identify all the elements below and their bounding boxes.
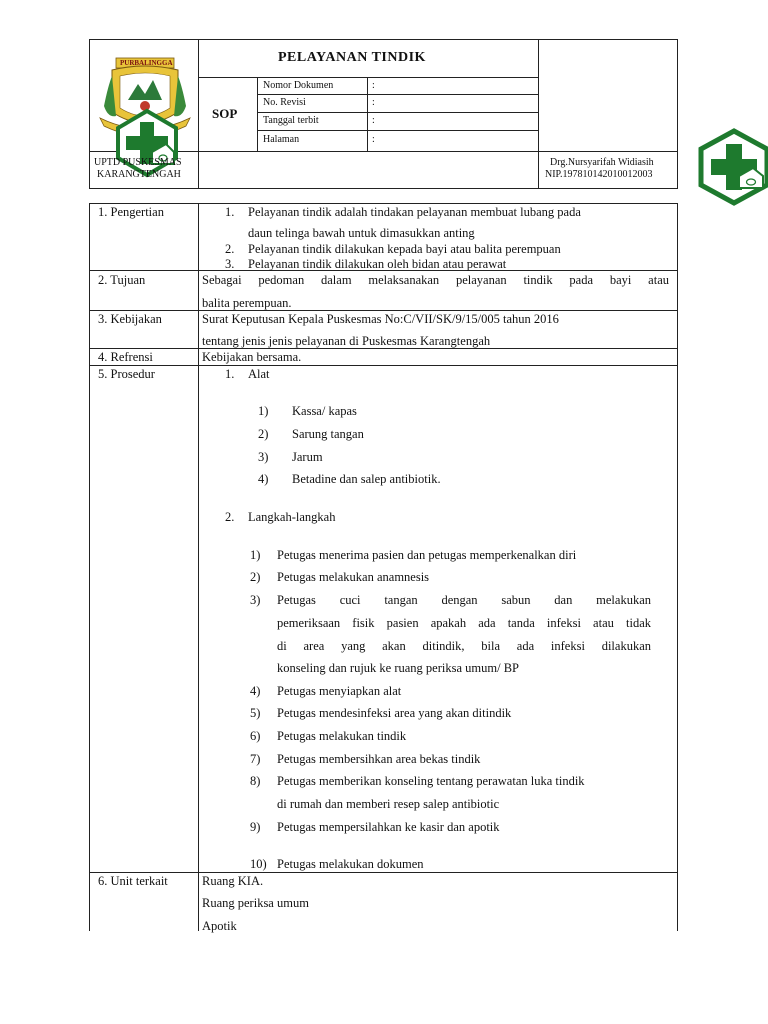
alat-item-text: Jarum [292,450,323,464]
meta-label-nomor: Nomor Dokumen [263,80,334,91]
step-text: Petugas melakukan anamnesis [277,570,430,584]
unit-item: Ruang KIA. [202,874,264,888]
langkah-num: 2. [225,510,235,524]
step-num: 4) [250,684,261,698]
kebijakan-line-1: Surat Keputusan Kepala Puskesmas No:C/VII/SK/9/15/005 tahun 2016 [202,312,559,326]
meta-value-revisi: : [372,97,375,108]
unit-item: Ruang periksa umum [202,896,309,910]
kebijakan-line-2: tentang jenis jenis pelayanan di Puskesmas Karangtengah [202,334,491,348]
alat-item-text: Kassa/ kapas [292,404,357,418]
step-text: Petugas membersihkan area bekas tindik [277,752,481,766]
step-num: 2) [250,570,261,584]
puskesmas-logo-right [697,128,768,206]
tujuan-line-1: Sebagai pedoman dalam melaksanakan pelayanan tindik pada bayi atau [202,273,669,287]
step-text: Petugas mendesinfeksi area yang akan ditindik [277,706,512,720]
pengertian-text-2: Pelayanan tindik dilakukan kepada bayi atau balita perempuan [248,242,561,256]
alat-item-text: Sarung tangan [292,427,364,441]
step-text: di area yang akan ditindik, bila ada infeksi dilakukan [277,639,651,653]
section-label-pengertian: 1. Pengertian [98,205,164,219]
step-num: 9) [250,820,261,834]
alat-item-num: 4) [258,472,269,486]
step-num: 6) [250,729,261,743]
step-text: Petugas cuci tangan dengan sabun dan melakukan [277,593,651,607]
pengertian-text-1b: daun telinga bawah untuk dimasukkan anting [248,226,475,240]
sop-label: SOP [212,106,238,121]
alat-item-num: 3) [258,450,269,464]
pengertian-num-1: 1. [225,205,235,219]
step-text: Petugas menerima pasien dan petugas memperkenalkan diri [277,548,577,562]
tujuan-line-2: balita perempuan. [202,296,292,310]
step-num: 7) [250,752,261,766]
step-text: Petugas memberikan konseling tentang perawatan luka tindik [277,774,585,788]
alat-item-text: Betadine dan salep antibiotik. [292,472,441,486]
section-label-kebijakan: 3. Kebijakan [98,312,162,326]
alat-num: 1. [225,367,235,381]
step-text: Petugas melakukan tindik [277,729,407,743]
step-text: pemeriksaan fisik pasien apakah ada tanda infeksi atau tidak [277,616,651,630]
meta-label-revisi: No. Revisi [263,97,306,108]
pengertian-text-1: Pelayanan tindik adalah tindakan pelayanan membuat lubang pada [248,205,581,219]
step-num: 5) [250,706,261,720]
step-num: 1) [250,548,261,562]
alat-item-num: 2) [258,427,269,441]
pengertian-num-2: 2. [225,242,235,256]
meta-label-tanggal: Tanggal terbit [263,115,319,126]
meta-value-tanggal: : [372,115,375,126]
meta-label-halaman: Halaman [263,134,300,145]
signer-nip: NIP.197810142010012003 [545,169,653,180]
pengertian-text-3: Pelayanan tindik dilakukan oleh bidan atau perawat [248,257,507,271]
step-text: konseling dan rujuk ke ruang periksa umum/ BP [277,661,519,675]
document-title: PELAYANAN TINDIK [278,50,426,65]
section-label-refrensi: 4. Refrensi [98,350,153,364]
alat-title: Alat [248,367,270,381]
meta-value-halaman: : [372,134,375,145]
step-text: di rumah dan memberi resep salep antibiotic [277,797,500,811]
step-num: 3) [250,593,261,607]
langkah-title: Langkah-langkah [248,510,336,524]
pengertian-num-3: 3. [225,257,235,271]
step-text: Petugas menyiapkan alat [277,684,402,698]
section-label-unit: 6. Unit terkait [98,874,168,888]
alat-item-num: 1) [258,404,269,418]
step-num: 8) [250,774,261,788]
refrensi-text: Kebijakan bersama. [202,350,302,364]
unit-item: Apotik [202,919,237,933]
org-name-line2: KARANGTENGAH [97,169,181,180]
step-text: Petugas mempersilahkan ke kasir dan apotik [277,820,500,834]
crest-banner-text: PURBALINGGA [120,59,173,67]
org-name-line1: UPTD PUSKESMAS [94,157,182,168]
section-label-tujuan: 2. Tujuan [98,273,146,287]
signer-name: Drg.Nursyarifah Widiasih [550,157,654,168]
step-num: 10) [250,857,267,871]
meta-value-nomor: : [372,80,375,91]
section-label-prosedur: 5. Prosedur [98,367,155,381]
step-text: Petugas melakukan dokumen [277,857,424,871]
